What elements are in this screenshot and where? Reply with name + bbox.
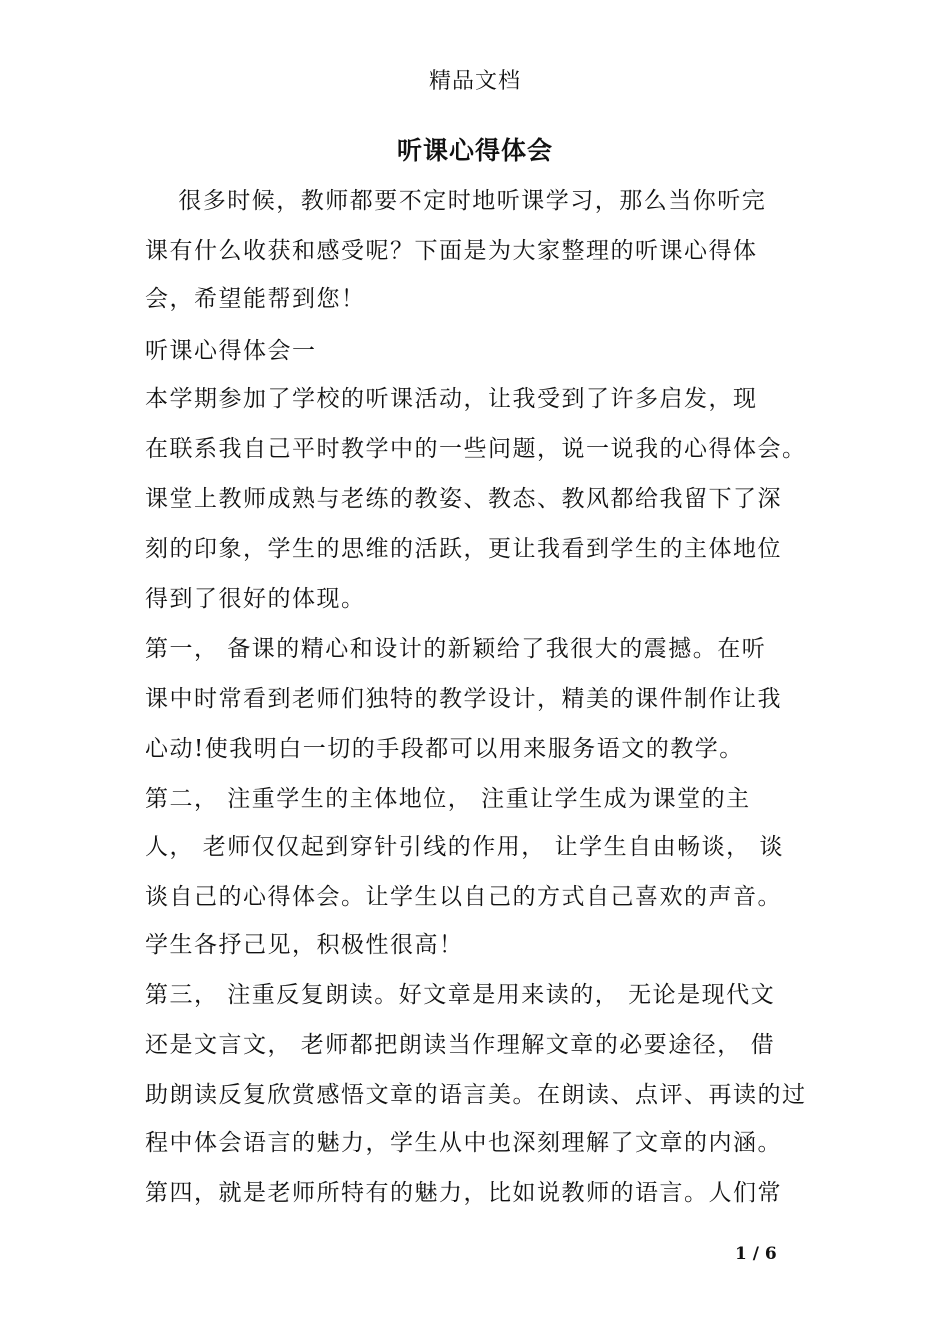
body-line: 心动!使我明白一切的手段都可以用来服务语文的教学。 bbox=[145, 736, 744, 762]
page-header: 精品文档 bbox=[428, 69, 521, 94]
body-line: 会，希望能帮到您！ bbox=[145, 286, 366, 312]
body-line: 第三， 注重反复朗读。好文章是用来读的， 无论是现代文 bbox=[145, 982, 776, 1008]
body-line: 还是文言文， 老师都把朗读当作理解文章的必要途径， 借 bbox=[145, 1032, 776, 1058]
body-line: 学生各抒己见，积极性很高！ bbox=[145, 932, 464, 958]
body-line: 课堂上教师成熟与老练的教姿、教态、教风都给我留下了深 bbox=[145, 486, 782, 512]
body-line: 第一， 备课的精心和设计的新颖给了我很大的震撼。在听 bbox=[145, 636, 767, 662]
page-number: 1 / 6 bbox=[735, 1244, 777, 1264]
body-line: 人， 老师仅仅起到穿针引线的作用， 让学生自由畅谈， 谈 bbox=[145, 834, 784, 860]
body-line: 得到了很好的体现。 bbox=[145, 586, 366, 612]
body-line: 第二， 注重学生的主体地位， 注重让学生成为课堂的主 bbox=[145, 786, 751, 812]
body-line: 课中时常看到老师们独特的教学设计，精美的课件制作让我 bbox=[145, 686, 782, 712]
body-line: 很多时候，教师都要不定时地听课学习，那么当你听完 bbox=[145, 188, 767, 214]
body-line: 助朗读反复欣赏感悟文章的语言美。在朗读、点评、再读的过 bbox=[145, 1082, 807, 1108]
body-line: 课有什么收获和感受呢？下面是为大家整理的听课心得体 bbox=[145, 238, 758, 264]
document-title: 听课心得体会 bbox=[396, 136, 553, 165]
body-line: 刻的印象，学生的思维的活跃，更让我看到学生的主体地位 bbox=[145, 536, 782, 562]
body-line: 谈自己的心得体会。让学生以自己的方式自己喜欢的声音。 bbox=[145, 884, 782, 910]
body-line: 在联系我自己平时教学中的一些问题，说一说我的心得体会。 bbox=[145, 436, 807, 462]
section-heading: 听课心得体会一 bbox=[145, 338, 317, 364]
body-line: 程中体会语言的魅力，学生从中也深刻理解了文章的内涵。 bbox=[145, 1130, 782, 1156]
body-line: 第四，就是老师所特有的魅力，比如说教师的语言。人们常 bbox=[145, 1180, 782, 1206]
body-line: 本学期参加了学校的听课活动，让我受到了许多启发，现 bbox=[145, 386, 758, 412]
